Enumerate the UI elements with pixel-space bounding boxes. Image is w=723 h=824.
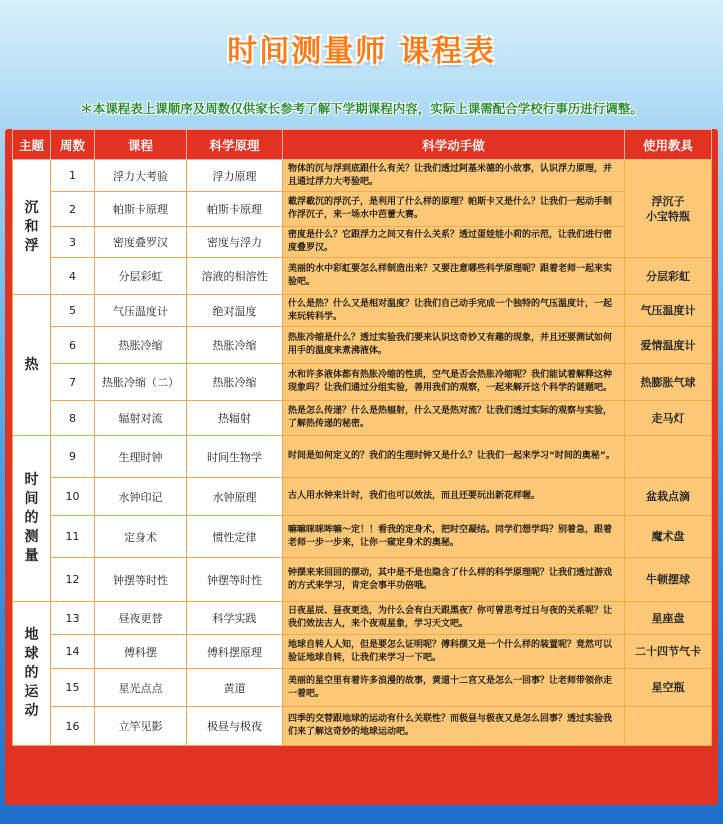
hands-on-cell: 地球自转人人知，但是要怎么证明呢？傅科摆又是一个什么样的装置呢？竟然可以验证地球自转，让我们来学习一下吧。 [283, 635, 625, 669]
course-cell: 定身术 [95, 516, 187, 558]
course-cell: 星光点点 [95, 669, 187, 707]
principle-cell: 惯性定律 [187, 516, 283, 558]
week-cell: 16 [51, 707, 95, 746]
principle-cell: 时间生物学 [187, 436, 283, 478]
course-cell: 热胀冷缩 [95, 327, 187, 364]
header-hands-on: 科学动手做 [283, 130, 625, 160]
topic-label: 地球的运动 [24, 627, 39, 719]
week-cell: 8 [51, 401, 95, 436]
hands-on-cell: 什么是热？什么又是相对温度？让我们自己动手完成一个独特的气压温度计，一起来玩转科学。 [283, 295, 625, 327]
principle-cell: 热胀冷缩 [187, 364, 283, 401]
course-cell: 傅科摆 [95, 635, 187, 669]
principle-cell: 黄道 [187, 669, 283, 707]
week-cell: 12 [51, 558, 95, 602]
tool-cell: 牛顿摆球 [625, 558, 712, 602]
week-cell: 6 [51, 327, 95, 364]
tool-cell: 星空瓶 [625, 669, 712, 707]
principle-cell: 钟摆等时性 [187, 558, 283, 602]
course-cell: 浮力大考验 [95, 160, 187, 192]
header-tools: 使用教具 [625, 130, 712, 160]
table-row [13, 602, 712, 635]
course-cell: 热胀冷缩（二） [95, 364, 187, 401]
hands-on-cell: 水和许多液体都有热胀冷缩的性质，空气是否会热胀冷缩呢？我们能试着解释这种现象吗？让我们通过分组实验，善用我们的观察，一起来解开这个科学的谜题吧。 [283, 364, 625, 401]
hands-on-cell: 热胀冷缩是什么？透过实验我们要来认识这奇妙又有趣的现象，并且还要测试如何用手的温度来煮沸液体。 [283, 327, 625, 364]
course-cell: 生理时钟 [95, 436, 187, 478]
schedule-table-frame [5, 129, 718, 805]
hands-on-cell: 美丽的水中彩虹要怎么样制造出来？又要注意哪些科学原理呢？跟着老师一起来实验吧。 [283, 258, 625, 295]
table-row [13, 669, 712, 707]
hands-on-cell: 钟摆来来回回的摆动，其中是不是也隐含了什么样的科学原理呢？让我们透过游戏的方式来学习，肯定会事半功倍哦。 [283, 558, 625, 602]
tool-cell: 气压温度计 [625, 295, 712, 327]
table-row [13, 558, 712, 602]
principle-cell: 密度与浮力 [187, 227, 283, 258]
topic-cell [13, 160, 51, 295]
table-row [13, 401, 712, 436]
topic-cell [13, 295, 51, 436]
hands-on-cell: 古人用水钟来计时，我们也可以效法，而且还要玩出新花样喔。 [283, 478, 625, 516]
week-cell: 15 [51, 669, 95, 707]
hands-on-cell: 物体的沉与浮到底跟什么有关？让我们透过阿基米德的小故事，认识浮力原理，并且通过浮力大考验吧。 [283, 160, 625, 192]
week-cell: 11 [51, 516, 95, 558]
topic-label: 时间的测量 [24, 472, 39, 564]
tool-cell: 星座盘 [625, 602, 712, 635]
hands-on-cell: 美丽的星空里有着许多浪漫的故事，黄道十二宫又是怎么一回事？让老师带领你走一着吧。 [283, 669, 625, 707]
course-cell: 帕斯卡原理 [95, 192, 187, 227]
week-cell: 13 [51, 602, 95, 635]
course-cell: 立竿见影 [95, 707, 187, 746]
tool-cell [625, 436, 712, 478]
week-cell: 14 [51, 635, 95, 669]
course-cell: 分层彩虹 [95, 258, 187, 295]
page-title: 时间测量师 课程表 [227, 34, 496, 69]
week-cell: 4 [51, 258, 95, 295]
course-cell: 气压温度计 [95, 295, 187, 327]
hands-on-cell: 四季的交替跟地球的运动有什么关联性？而极昼与极夜又是怎么回事？透过实验我们来了解这奇妙的地球运动吧。 [283, 707, 625, 746]
principle-cell: 浮力原理 [187, 160, 283, 192]
table-body [13, 160, 712, 746]
hands-on-cell: 时间是如何定义的？我们的生理时钟又是什么？让我们一起来学习“时间的奥秘”。 [283, 436, 625, 478]
header-course: 课程 [95, 130, 187, 160]
course-cell: 辐射对流 [95, 401, 187, 436]
table-row [13, 227, 712, 258]
course-cell: 密度叠罗汉 [95, 227, 187, 258]
topic-cell [13, 436, 51, 602]
topic-label: 热 [24, 356, 39, 373]
table-header-row [13, 130, 712, 160]
header-week: 周数 [51, 130, 95, 160]
header-principle: 科学原理 [187, 130, 283, 160]
principle-cell: 极昼与极夜 [187, 707, 283, 746]
course-cell: 钟摆等时性 [95, 558, 187, 602]
principle-cell: 水钟原理 [187, 478, 283, 516]
header-topic: 主题 [13, 130, 51, 160]
principle-cell: 热辐射 [187, 401, 283, 436]
principle-cell: 绝对温度 [187, 295, 283, 327]
tool-cell: 魔术盘 [625, 516, 712, 558]
table-row [13, 516, 712, 558]
principle-cell: 溶液的相溶性 [187, 258, 283, 295]
principle-cell: 帕斯卡原理 [187, 192, 283, 227]
hands-on-cell: 热是怎么传递？什么是热辐射，什么又是热对流？让我们透过实际的观察与实验，了解热传递的秘密。 [283, 401, 625, 436]
table-row [13, 364, 712, 401]
tool-cell: 二十四节气卡 [625, 635, 712, 669]
table-row [13, 295, 712, 327]
tool-cell: 爱情温度计 [625, 327, 712, 364]
tool-cell: 浮沉子 小宝特瓶 [625, 160, 712, 258]
table-row [13, 478, 712, 516]
tool-cell: 走马灯 [625, 401, 712, 436]
schedule-table [12, 129, 712, 746]
table-row [13, 635, 712, 669]
table-row [13, 436, 712, 478]
tool-cell: 盆栽点滴 [625, 478, 712, 516]
tool-cell: 热膨胀气球 [625, 364, 712, 401]
table-row [13, 707, 712, 746]
principle-cell: 热胀冷缩 [187, 327, 283, 364]
tool-cell [625, 707, 712, 746]
week-cell: 7 [51, 364, 95, 401]
hands-on-cell: 嘛嘛咪咪哞嘛～定！！看我的定身术，把时空凝结。同学们想学吗？别着急，跟着老师一步一步来，让你一窥定身术的奥秘。 [283, 516, 625, 558]
week-cell: 10 [51, 478, 95, 516]
schedule-note: ＊本课程表上课顺序及周数仅供家长参考了解下学期课程内容，实际上课需配合学校行事历进行调整。 [80, 101, 643, 116]
hands-on-cell: 載浮載沉的浮沉子，是利用了什么样的原理？帕斯卡又是什么？让我们一起动手制作浮沉子，来一场水中芭蕾大赛。 [283, 192, 625, 227]
principle-cell: 傅科摆原理 [187, 635, 283, 669]
hands-on-cell: 日夜星辰、昼夜更迭，为什么会有白天跟黑夜？你可曾思考过日与夜的关系呢？让我们效法古人，来个夜观星象，学习天文吧。 [283, 602, 625, 635]
week-cell: 5 [51, 295, 95, 327]
table-row [13, 160, 712, 192]
table-row [13, 327, 712, 364]
principle-cell: 科学实践 [187, 602, 283, 635]
topic-cell [13, 602, 51, 746]
course-cell: 水钟印记 [95, 478, 187, 516]
week-cell: 3 [51, 227, 95, 258]
hands-on-cell: 密度是什么？它跟浮力之间又有什么关系？透过蛋娃娃小莉的示范，让我们进行密度叠罗汉。 [283, 227, 625, 258]
week-cell: 2 [51, 192, 95, 227]
tool-cell: 分层彩虹 [625, 258, 712, 295]
table-row [13, 258, 712, 295]
course-cell: 昼夜更替 [95, 602, 187, 635]
topic-label: 沉和浮 [24, 199, 39, 254]
week-cell: 1 [51, 160, 95, 192]
table-row [13, 192, 712, 227]
week-cell: 9 [51, 436, 95, 478]
